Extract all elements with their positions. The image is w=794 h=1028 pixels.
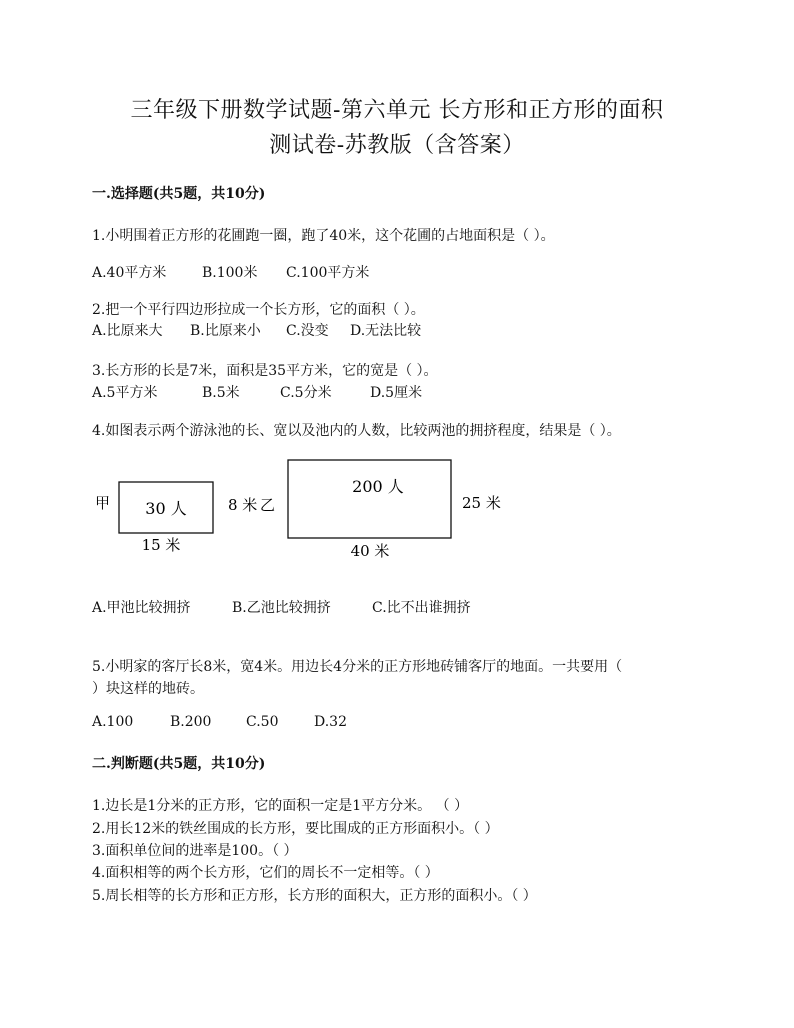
q3-option-d: D.5厘米 xyxy=(370,385,423,401)
q2-option-b: B.比原来小 xyxy=(190,323,261,339)
pool-b-label: 乙 xyxy=(260,496,276,514)
q1-option-a: A.40平方米 xyxy=(92,265,167,281)
q3-option-c: C.5分米 xyxy=(280,385,332,401)
pool-a-people: 30 人 xyxy=(145,499,187,518)
q5-option-d: D.32 xyxy=(314,714,347,730)
judge-item-2: 2.用长12米的铁丝围成的长方形，要比围成的正方形面积小。（ ） xyxy=(92,821,499,837)
judge-item-4: 4.面积相等的两个长方形，它们的周长不一定相等。（ ） xyxy=(92,865,439,881)
q5-option-c: C.50 xyxy=(246,714,279,730)
page-title-line1: 三年级下册数学试题-第六单元 长方形和正方形的面积 xyxy=(130,98,664,123)
pool-b-people: 200 人 xyxy=(352,477,404,496)
q1-option-c: C.100平方米 xyxy=(286,265,370,281)
judge-item-3: 3.面积单位间的进率是100。（ ） xyxy=(92,843,298,859)
q2-option-c: C.没变 xyxy=(286,323,329,339)
q5-text-line2: ）块这样的地砖。 xyxy=(92,681,204,697)
q2-option-a: A.比原来大 xyxy=(92,323,163,339)
pool-a-label: 甲 xyxy=(95,494,111,512)
section1-heading: 一.选择题(共5题，共10分) xyxy=(92,186,266,202)
q4-option-b: B.乙池比较拥挤 xyxy=(232,600,331,616)
pool-b-rect xyxy=(288,460,451,538)
page-title-line2: 测试卷-苏教版（含答案） xyxy=(269,133,525,158)
pool-a-length: 15 米 xyxy=(141,536,181,554)
q5-option-a: A.100 xyxy=(92,714,134,730)
q1-text: 1.小明围着正方形的花圃跑一圈，跑了40米，这个花圃的占地面积是（ ）。 xyxy=(92,228,555,244)
q3-option-b: B.5米 xyxy=(202,385,240,401)
pool-b-length: 40 米 xyxy=(350,542,390,560)
q2-text: 2.把一个平行四边形拉成一个长方形，它的面积（ ）。 xyxy=(92,302,425,318)
section2-heading: 二.判断题(共5题，共10分) xyxy=(92,756,266,772)
judge-item-1: 1.边长是1分米的正方形，它的面积一定是1平方分米。 （ ） xyxy=(92,798,469,814)
q5-option-b: B.200 xyxy=(170,714,212,730)
q4-text: 4.如图表示两个游泳池的长、宽以及池内的人数，比较两池的拥挤程度，结果是（ ）。 xyxy=(92,423,621,439)
pool-b-width: 25 米 xyxy=(462,494,501,512)
q3-option-a: A.5平方米 xyxy=(92,385,158,401)
q2-option-d: D.无法比较 xyxy=(350,323,422,339)
pool-a-width: 8 米 xyxy=(228,496,258,514)
q4-option-a: A.甲池比较拥挤 xyxy=(92,600,191,616)
q1-option-b: B.100米 xyxy=(202,265,258,281)
q4-option-c: C.比不出谁拥挤 xyxy=(372,600,471,616)
q3-text: 3.长方形的长是7米，面积是35平方米，它的宽是（ ）。 xyxy=(92,363,438,379)
judge-item-5: 5.周长相等的长方形和正方形，长方形的面积大，正方形的面积小。（ ） xyxy=(92,888,537,904)
pool-figure xyxy=(0,452,794,572)
q5-text-line1: 5.小明家的客厅长8米，宽4米。用边长4分米的正方形地砖铺客厅的地面。一共要用（ xyxy=(92,659,623,675)
